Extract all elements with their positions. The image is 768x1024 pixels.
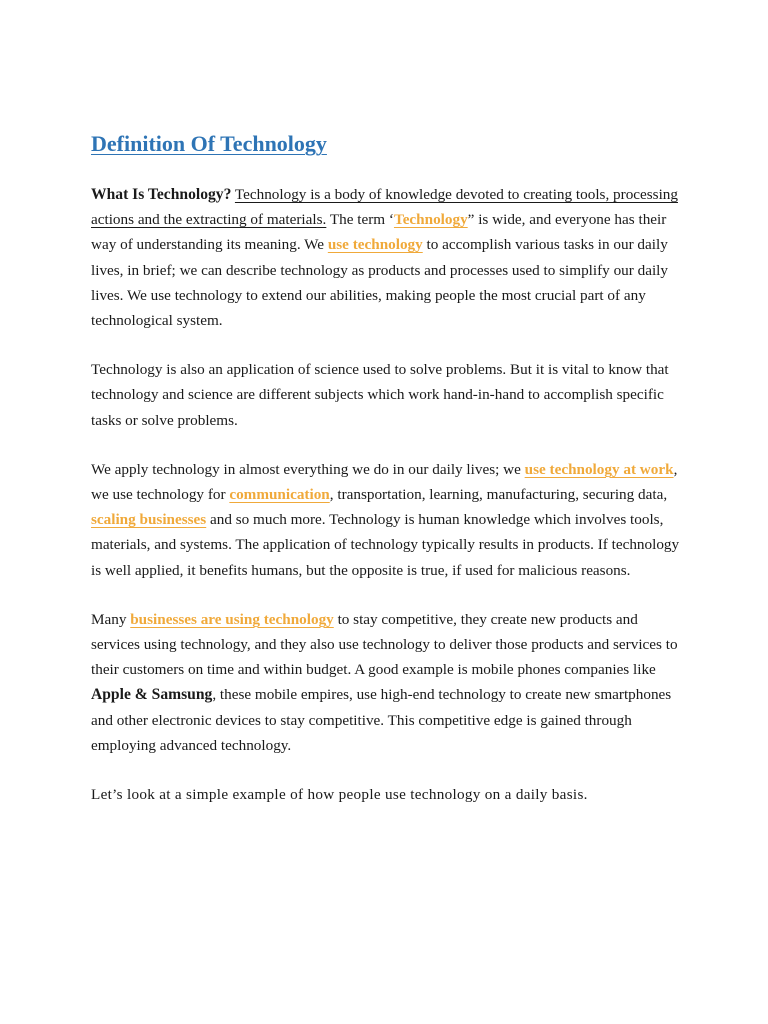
text-segment: The term ‘ (326, 211, 394, 229)
link-businesses-using-technology[interactable]: businesses are using technology (130, 610, 334, 628)
text-segment: and so much more. Technology is human knowledge which involves tools, materials, and systems. The application of technology typically results in products. If technology is well applied, it benefits humans, but the opposite is true, if used for malicious reasons. (91, 511, 680, 579)
link-use-technology[interactable]: use technology (327, 236, 423, 254)
document-body (91, 128, 681, 831)
text-segment: to stay competitive, they create new products and services using technology, and they also use technology to deliver those products and services to their customers on time and within budget. A good example is mobile phones companies like (91, 610, 678, 679)
text-segment: , these mobile empires, use high-end technology to create new smartphones and other electronic devices to stay competitive. This competitive edge is gained through employing advanced technology. (91, 686, 672, 754)
page-title: Definition Of Technology (91, 131, 327, 156)
paragraph-businesses (91, 607, 681, 758)
text-segment: , transportation, learning, manufacturing, securing data, (329, 486, 668, 504)
text-segment: , we use technology for (91, 460, 678, 504)
text-segment: to accomplish various tasks in our daily lives, in brief; we can describe technology as products and processes used to simplify our daily lives. We use technology to extend our abilities, making people the most crucial part of any technological system. (91, 236, 668, 330)
link-technology[interactable]: Technology (393, 211, 468, 229)
text-segment: Many (91, 610, 131, 628)
text-segment: We apply technology in almost everything we do in our daily lives; we (91, 460, 525, 478)
link-communication[interactable]: communication (229, 486, 330, 504)
paragraph-example-intro: Let’s look at a simple example of how people use technology on a daily basis. (91, 786, 588, 804)
link-use-technology-at-work[interactable]: use technology at work (524, 460, 674, 478)
lead-question: What Is Technology? (91, 186, 232, 203)
link-scaling-businesses[interactable]: scaling businesses (91, 511, 207, 529)
underlined-definition: Technology is a body of knowledge devoted to creating tools, processing actions and the extracting of materials. (91, 186, 678, 229)
paragraph-what-is-technology (91, 182, 681, 333)
paragraph-science: Technology is also an application of science used to solve problems. But it is vital to know that technology and science are different subjects which work hand-in-hand to accomplish specific tasks or solve problems. (91, 361, 669, 429)
brand-names: Apple & Samsung (91, 686, 213, 704)
paragraph-daily-lives (91, 457, 681, 583)
text-segment: ” is wide, and everyone has their way of understanding its meaning. We (91, 211, 667, 254)
